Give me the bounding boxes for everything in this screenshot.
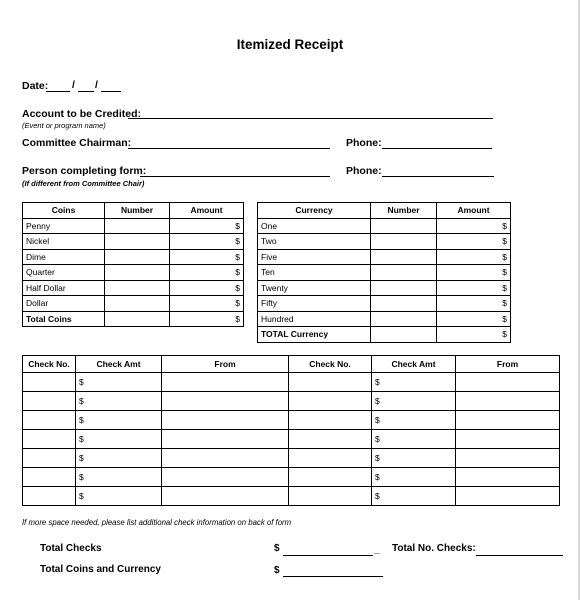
chairman-field[interactable] [128, 148, 330, 149]
total-no-checks-label: Total No. Checks: [392, 543, 476, 554]
checks-table [22, 355, 560, 506]
number-cell[interactable] [105, 234, 170, 250]
coin-row [23, 218, 244, 234]
amount-cell[interactable]: $ [170, 249, 244, 265]
coin-row [23, 249, 244, 265]
amount-cell[interactable]: $ [437, 265, 511, 281]
currency-label: Ten [258, 265, 371, 281]
number-cell[interactable] [371, 327, 437, 343]
number-cell[interactable] [371, 265, 437, 281]
amount-header: Amount [437, 203, 511, 219]
from-cell[interactable] [162, 392, 289, 411]
check-no-cell[interactable] [23, 430, 76, 449]
currency-header: Currency [258, 203, 371, 219]
from-cell[interactable] [162, 430, 289, 449]
from-cell[interactable] [456, 373, 560, 392]
account-note: (Event or program name) [22, 121, 106, 130]
amount-cell[interactable]: $ [437, 280, 511, 296]
from-cell[interactable] [456, 430, 560, 449]
check-no-cell[interactable] [23, 392, 76, 411]
check-amt-cell[interactable]: $ [76, 468, 162, 487]
date-month-field[interactable] [46, 91, 70, 92]
from-cell[interactable] [162, 487, 289, 506]
check-row [23, 411, 560, 430]
phone-label: Phone: [346, 137, 382, 149]
total-currency-amount[interactable]: $ [437, 327, 511, 343]
currency-row [258, 311, 511, 327]
from-cell[interactable] [162, 411, 289, 430]
check-amt-cell[interactable]: $ [372, 373, 456, 392]
number-header: Number [105, 203, 170, 219]
total-coins-amount[interactable]: $ [170, 311, 244, 327]
date-separator: / [72, 79, 75, 91]
from-header: From [162, 356, 289, 373]
number-cell[interactable] [105, 296, 170, 312]
currency-table [257, 202, 511, 343]
currency-label: One [258, 218, 371, 234]
number-cell[interactable] [371, 296, 437, 312]
number-cell[interactable] [105, 218, 170, 234]
check-amt-cell[interactable]: $ [372, 487, 456, 506]
check-row [23, 449, 560, 468]
check-amt-cell[interactable]: $ [372, 430, 456, 449]
checks-note: If more space needed, please list additional check information on back of form [22, 518, 292, 527]
phone2-label: Phone: [346, 165, 382, 177]
amount-cell[interactable]: $ [170, 280, 244, 296]
number-cell[interactable] [371, 234, 437, 250]
from-cell[interactable] [456, 487, 560, 506]
date-year-field[interactable] [101, 91, 121, 92]
check-no-cell[interactable] [23, 373, 76, 392]
dollar-sign: $ [274, 565, 280, 576]
amount-cell[interactable]: $ [170, 296, 244, 312]
check-amt-cell[interactable]: $ [76, 373, 162, 392]
check-amt-cell[interactable]: $ [372, 392, 456, 411]
check-no-cell[interactable] [289, 411, 372, 430]
coin-row [23, 280, 244, 296]
from-cell[interactable] [456, 392, 560, 411]
amount-cell[interactable]: $ [437, 296, 511, 312]
chairman-label: Committee Chairman: [22, 137, 132, 149]
account-field[interactable] [128, 118, 493, 119]
from-cell[interactable] [162, 449, 289, 468]
date-separator: / [95, 79, 98, 91]
check-no-cell[interactable] [289, 373, 372, 392]
coin-label: Nickel [23, 234, 105, 250]
number-header: Number [371, 203, 437, 219]
coins-currency-label: Total Coins and Currency [40, 564, 161, 575]
number-cell[interactable] [371, 311, 437, 327]
check-no-cell[interactable] [289, 468, 372, 487]
currency-row [258, 234, 511, 250]
amount-cell[interactable]: $ [170, 234, 244, 250]
currency-label: Twenty [258, 280, 371, 296]
coin-label: Dime [23, 249, 105, 265]
coins-currency-field[interactable] [283, 576, 383, 577]
from-cell[interactable] [456, 411, 560, 430]
person-label: Person completing form: [22, 165, 147, 177]
number-cell[interactable] [371, 280, 437, 296]
check-no-header: Check No. [289, 356, 372, 373]
phone2-field[interactable] [382, 176, 494, 177]
from-cell[interactable] [456, 468, 560, 487]
amount-cell[interactable]: $ [437, 311, 511, 327]
number-cell[interactable] [105, 265, 170, 281]
dollar-sign: $ [274, 543, 280, 554]
check-no-cell[interactable] [23, 411, 76, 430]
coin-row [23, 265, 244, 281]
from-cell[interactable] [162, 468, 289, 487]
check-amt-cell[interactable]: $ [372, 468, 456, 487]
amount-cell[interactable]: $ [437, 218, 511, 234]
currency-label: Hundred [258, 311, 371, 327]
check-no-cell[interactable] [23, 449, 76, 468]
coin-row [23, 234, 244, 250]
coin-label: Half Dollar [23, 280, 105, 296]
check-row [23, 468, 560, 487]
coins-table [22, 202, 244, 327]
check-amt-cell[interactable]: $ [76, 449, 162, 468]
currency-row [258, 249, 511, 265]
number-cell[interactable] [371, 218, 437, 234]
total-checks-field[interactable] [283, 555, 373, 556]
total-checks-label: Total Checks [40, 543, 102, 554]
check-no-cell[interactable] [23, 468, 76, 487]
check-no-cell[interactable] [289, 487, 372, 506]
coin-row [23, 296, 244, 312]
currency-total-row [258, 327, 511, 343]
page-title: Itemized Receipt [236, 37, 344, 52]
check-no-cell[interactable] [289, 430, 372, 449]
check-row [23, 430, 560, 449]
check-no-cell[interactable] [289, 392, 372, 411]
currency-label: Five [258, 249, 371, 265]
total-coins-label: Total Coins [23, 311, 105, 327]
currency-row [258, 296, 511, 312]
check-amt-header: Check Amt [76, 356, 162, 373]
check-amt-cell[interactable]: $ [372, 411, 456, 430]
currency-row [258, 265, 511, 281]
date-day-field[interactable] [78, 91, 94, 92]
check-amt-cell[interactable]: $ [76, 411, 162, 430]
check-no-cell[interactable] [23, 487, 76, 506]
dash: _ [374, 544, 380, 555]
amount-cell[interactable]: $ [170, 265, 244, 281]
date-label: Date: [22, 80, 49, 92]
check-row [23, 373, 560, 392]
currency-row [258, 218, 511, 234]
from-header: From [456, 356, 560, 373]
check-no-cell[interactable] [289, 449, 372, 468]
person-field[interactable] [140, 176, 330, 177]
coins-total-row [23, 311, 244, 327]
check-amt-cell[interactable]: $ [76, 487, 162, 506]
number-cell[interactable] [371, 249, 437, 265]
coin-label: Dollar [23, 296, 105, 312]
number-cell[interactable] [105, 280, 170, 296]
currency-row [258, 280, 511, 296]
check-amt-header: Check Amt [372, 356, 456, 373]
from-cell[interactable] [456, 449, 560, 468]
total-no-checks-field[interactable] [476, 555, 563, 556]
coin-label: Penny [23, 218, 105, 234]
amount-cell[interactable]: $ [437, 234, 511, 250]
check-no-header: Check No. [23, 356, 76, 373]
amount-header: Amount [170, 203, 244, 219]
person-note: (If different from Committee Chair) [22, 179, 145, 188]
check-amt-cell[interactable]: $ [372, 449, 456, 468]
amount-cell[interactable]: $ [170, 218, 244, 234]
check-row [23, 392, 560, 411]
check-row [23, 487, 560, 506]
amount-cell[interactable]: $ [437, 249, 511, 265]
phone-field[interactable] [382, 148, 492, 149]
coin-label: Quarter [23, 265, 105, 281]
number-cell[interactable] [105, 249, 170, 265]
check-amt-cell[interactable]: $ [76, 392, 162, 411]
coins-header: Coins [23, 203, 105, 219]
currency-label: Fifty [258, 296, 371, 312]
currency-label: Two [258, 234, 371, 250]
from-cell[interactable] [162, 373, 289, 392]
number-cell[interactable] [105, 311, 170, 327]
total-currency-label: TOTAL Currency [258, 327, 371, 343]
account-label: Account to be Credited: [22, 108, 142, 120]
check-amt-cell[interactable]: $ [76, 430, 162, 449]
